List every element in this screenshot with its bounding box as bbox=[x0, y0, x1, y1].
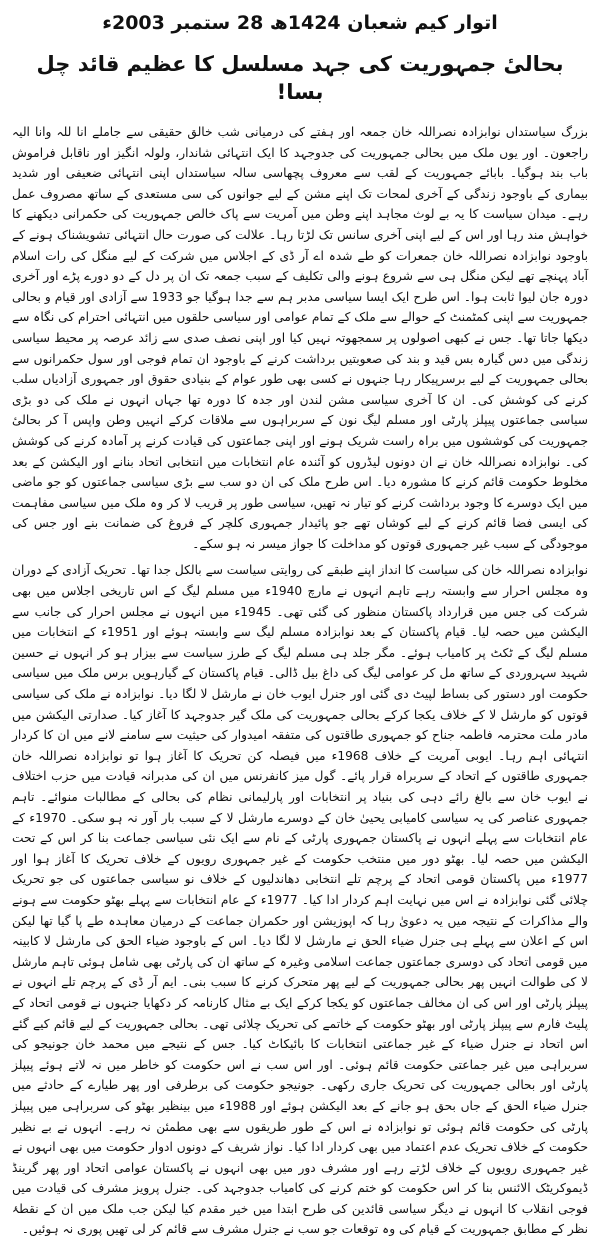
body-paragraph: نوابزادہ نصراللہ خان کی سیاست کا انداز اپنے طبقے کی روایتی سیاست سے بالکل جدا تھا۔ تحریک آزادی کے دوران وہ مجلس احرار سے وابستہ رہے تاہم انہوں نے مارچ 1940ء میں مسلم لیگ کے اس تاریخی اجلاس میں بھی شرکت کی جس میں قرارداد پاکستان منظور کی گئی تھی۔ 1945ء میں انہوں نے مجلس احرار کی جانب سے الیکشن میں حصہ لیا۔ قیام پاکستان کے بعد نوابزادہ مسلم لیگ سے وابستہ ہوئے اور 1951ء کے انتخابات میں مسلم لیگ کے ٹکٹ پر کامیاب ہوئے۔ مگر جلد ہی مسلم لیگ کے طرز سیاست سے بیزار ہو کر انہوں نے حسین شہید سہروردی کے ساتھ مل کر عوامی لیگ کی داغ بیل ڈالی۔ قیام پاکستان کے گیارہویں برس ملک میں سیاسی حکومت اور دستور کی بساط لپیٹ دی گئی اور جنرل ایوب خان نے مارشل لا لگا دیا۔ نوابزادہ نے ملک کی سیاسی قوتوں کو مارشل لا کے خلاف یکجا کرکے بحالی جمہوریت کی ملک گیر جدوجہد کا آغاز کیا۔ صدارتی الیکشن میں مادر ملت محترمہ فاطمہ جناح کو جمہوری طاقتوں کی متفقہ امیدوار کی حیثیت سے سامنے لانے میں ان کا کردار انتہائی اہم رہا۔ ایوبی آمریت کے خلاف 1968ء میں فیصلہ کن تحریک کا آغاز ہوا تو نوابزادہ نصراللہ خان جمہوری طاقتوں کے اتحاد کے سربراہ قرار پائے۔ گول میز کانفرنس میں ان کی مدبرانہ قیادت میں حزب اختلاف نے ایوب خان سے بالغ رائے دہی کی بنیاد پر انتخابات اور پارلیمانی نظام کی بحالی کے مطالبات منوائے۔ تاہم جمہوری عناصر کی یہ سیاسی کامیابی یحییٰ خان کے دوسرے مارشل لا کے سبب بار آور نہ ہو سکی۔ 1970ء کے عام انتخابات سے پہلے انہوں نے پاکستان جمہوری پارٹی کے نام سے ایک نئی سیاسی جماعت بنا کر اس کے تحت الیکشن میں حصہ لیا۔ بھٹو دور میں منتخب حکومت کے غیر جمہوری رویوں کے خلاف تحریک کا آغاز ہوا اور 1977ء میں پاکستان قومی اتحاد کے پرچم تلے انتخابی دھاندلیوں کے خلاف نو سیاسی جماعتوں کی جو تحریک چلائی گئی نوابزادہ نے اس میں نہایت اہم کردار ادا کیا۔ 1977ء کے عام انتخابات سے پہلے بھٹو حکومت سے ہونے والے مذاکرات کے نتیجہ میں یہ دعویٰ رہا کہ اپوزیشن اور حکمران جماعت کے درمیان معاہدہ طے پا گیا تھا لیکن اس کے اعلان سے پہلے ہی جنرل ضیاء الحق نے مارشل لا لگا دیا۔ اس کے باوجود ضیاء الحق کی مارشل لا کابینہ میں قومی اتحاد کی دوسری جماعتوں جماعت اسلامی وغیرہ کے ساتھ ان کی پارٹی بھی شامل ہوئی تاہم مارشل لا کی طوالت انہیں پھر بحالی جمہوریت کے لیے پھر متحرک کرنے کا سبب بنی۔ ایم آر ڈی کے پرچم تلے انہوں نے پیپلز پارٹی اور اس کی ان مخالف جماعتوں کو یکجا کرکے ایک بے مثال کارنامہ کر دکھایا جنہوں نے قومی اتحاد کے پلیٹ فارم سے پیپلز پارٹی اور بھٹو حکومت کے خاتمے کی تحریک چلائی تھی۔ بحالی جمہوریت کے لیے قائم کیے گئے اس اتحاد نے جنرل ضیاء کے غیر جماعتی انتخابات کا بائیکاٹ کیا۔ جس کے نتیجے میں محمد خان جونیجو کی سربراہی میں غیر جماعتی حکومت قائم ہوئی۔ اور اس سب نے اس حکومت کو خاطر میں نہ لاتے ہوئے پیپلز پارٹی اور بحالی جمہوریت کی تحریک جاری رکھی۔ جونیجو حکومت کی برطرفی اور پھر طیارے کے حادثے میں جنرل ضیاء الحق کے جاں بحق ہو جانے کے بعد الیکشن ہوئے اور 1988ء میں بینظیر بھٹو کی سربراہی میں پیپلز پارٹی کی حکومت قائم ہوئی تو نوابزادہ نے اس کے طور طریقوں سے بھی مطمئن نہ رہے۔ انہوں نے بے نظیر حکومت کے خلاف تحریک عدم اعتماد میں بھی کردار ادا کیا۔ نواز شریف کے دونوں ادوار حکومت میں بھی انہوں نے غیر جمہوری رویوں کے خلاف لڑتے رہے اور مشرف دور میں بھی انہوں نے پاکستان عوامی اتحاد اور پھر گرینڈ ڈیموکریٹک الائنس بنا کر اس حکومت کو ختم کرنے کی کامیاب جدوجہد کی۔ جنرل پرویز مشرف کی قیادت میں فوجی انقلاب کا انہوں نے دیگر سیاسی قائدین کی طرح ابتدا میں خیر مقدم کیا لیکن جب ملک میں ان کے نقطۂ نظر کے مطابق جمہوریت کے قیام کی وہ توقعات جو سب نے جنرل مشرف سے قائم کر لی تھیں پوری نہ ہوئیں۔ bbox=[12, 563, 588, 1237]
dateline: اتوار کیم شعبان 1424ھ 28 ستمبر 2003ء bbox=[102, 12, 498, 34]
editorial-headline: بحالیٔ جمہوریت کی جہد مسلسل کا عظیم قائد چل بسا! bbox=[36, 52, 564, 104]
body-paragraph: بزرگ سیاستداں نوابزادہ نصراللہ خان جمعہ اور ہفتے کی درمیانی شب خالق حقیقی سے جاملے انا للہ وانا الیہ راجعون۔ اور یوں ملک میں بحالی جمہوریت کی جدوجہد کا ایک انتہائی شاندار، ولولہ انگیز اور ناقابل فراموش باب بند ہوگیا۔ بابائے جمہوریت کے لقب سے معروف پچھاسی سالہ سیاستداں اپنی انتہائی ضعیفی اور شدید بیماری کے باوجود زندگی کے آخری لمحات تک اپنے مشن کے لیے جوانوں کی سی مستعدی کے ساتھ مصروف عمل رہے۔ میدان سیاست کا یہ بے لوث مجاہد اپنے وطن میں آمریت سے پاک خالص جمہوریت کی حکمرانی دیکھنے کا خواہش مند رہا اور اس کے لیے اپنی آخری سانس تک لڑتا رہا۔ علالت کی صورت حال انتہائی تشویشناک ہونے کے باوجود نوابزادہ نصراللہ خان جمعرات کو طے شدہ اے آر ڈی کے اجلاس میں شرکت کے لیے منگل کی رات اسلام آباد پہنچے تھے لیکن منگل ہی سے شروع ہونے والی تکلیف کے سبب جمعہ تک ان پر دل کے دو دورے پڑے اور آخری دورہ جان لیوا ثابت ہوا۔ اس طرح ایک ایسا سیاسی مدبر ہم سے جدا ہوگیا جو 1933 سے آزادی اور قیام و بحالی جمہوریت سے اپنی کمٹمنٹ کے حوالے سے ملک کے تمام عوامی اور سیاسی حلقوں میں انتہائی احترام کی نگاہ سے دیکھا جاتا تھا۔ جس نے کبھی اصولوں پر سمجھوتہ نہیں کیا اور اپنی نصف صدی سے زائد عرصہ پر محیط سیاسی زندگی میں دس گیارہ بس قید و بند کی صعوبتیں برداشت کرنے کے باوجود ان تمام فوجی اور سول حکمرانوں سے بحالی جمہوریت کے لیے برسرپیکار رہا جنہوں نے کسی بھی طور عوام کے بنیادی حقوق اور جمہوری آزادیاں سلب کرنے کی کوشش کی۔ ان کا آخری سیاسی مشن لندن اور جدہ کا دورہ تھا جہاں انہوں نے ملک کی دو بڑی سیاسی جماعتوں پیپلز پارٹی اور مسلم لیگ نون کے سربراہوں سے ملاقات کرکے انہیں وطن واپس آ کر بحالیٔ جمہوریت کی کوششوں میں براہ راست شریک ہونے اور اپنی جماعتوں کی قیادت کرنے پر آمادہ کرنے کی کوشش کی۔ نوابزادہ نصراللہ خان نے ان دونوں لیڈروں کو آئندہ عام انتخابات میں انتخابی اتحاد بنانے اور الیکشن کے بعد مخلوط حکومت قائم کرنے کا مشورہ دیا۔ اس طرح ملک کی ان دو سب سے بڑی سیاسی جماعتوں کو جو ماضی میں ایک دوسرے کا وجود برداشت کرنے کو تیار نہ تھیں، سیاسی طور پر قریب لا کر وہ ملک میں سیاسی مفاہمت کی ایسی فضا قائم کرنے کے لیے کوشاں تھے جو پائیدار جمہوری کلچر کے فروغ کی ضمانت بنے اور جس کی موجودگی کے سبب غیر جمہوری قوتوں کو مداخلت کا جواز میسر نہ ہو سکے۔ bbox=[12, 125, 589, 551]
